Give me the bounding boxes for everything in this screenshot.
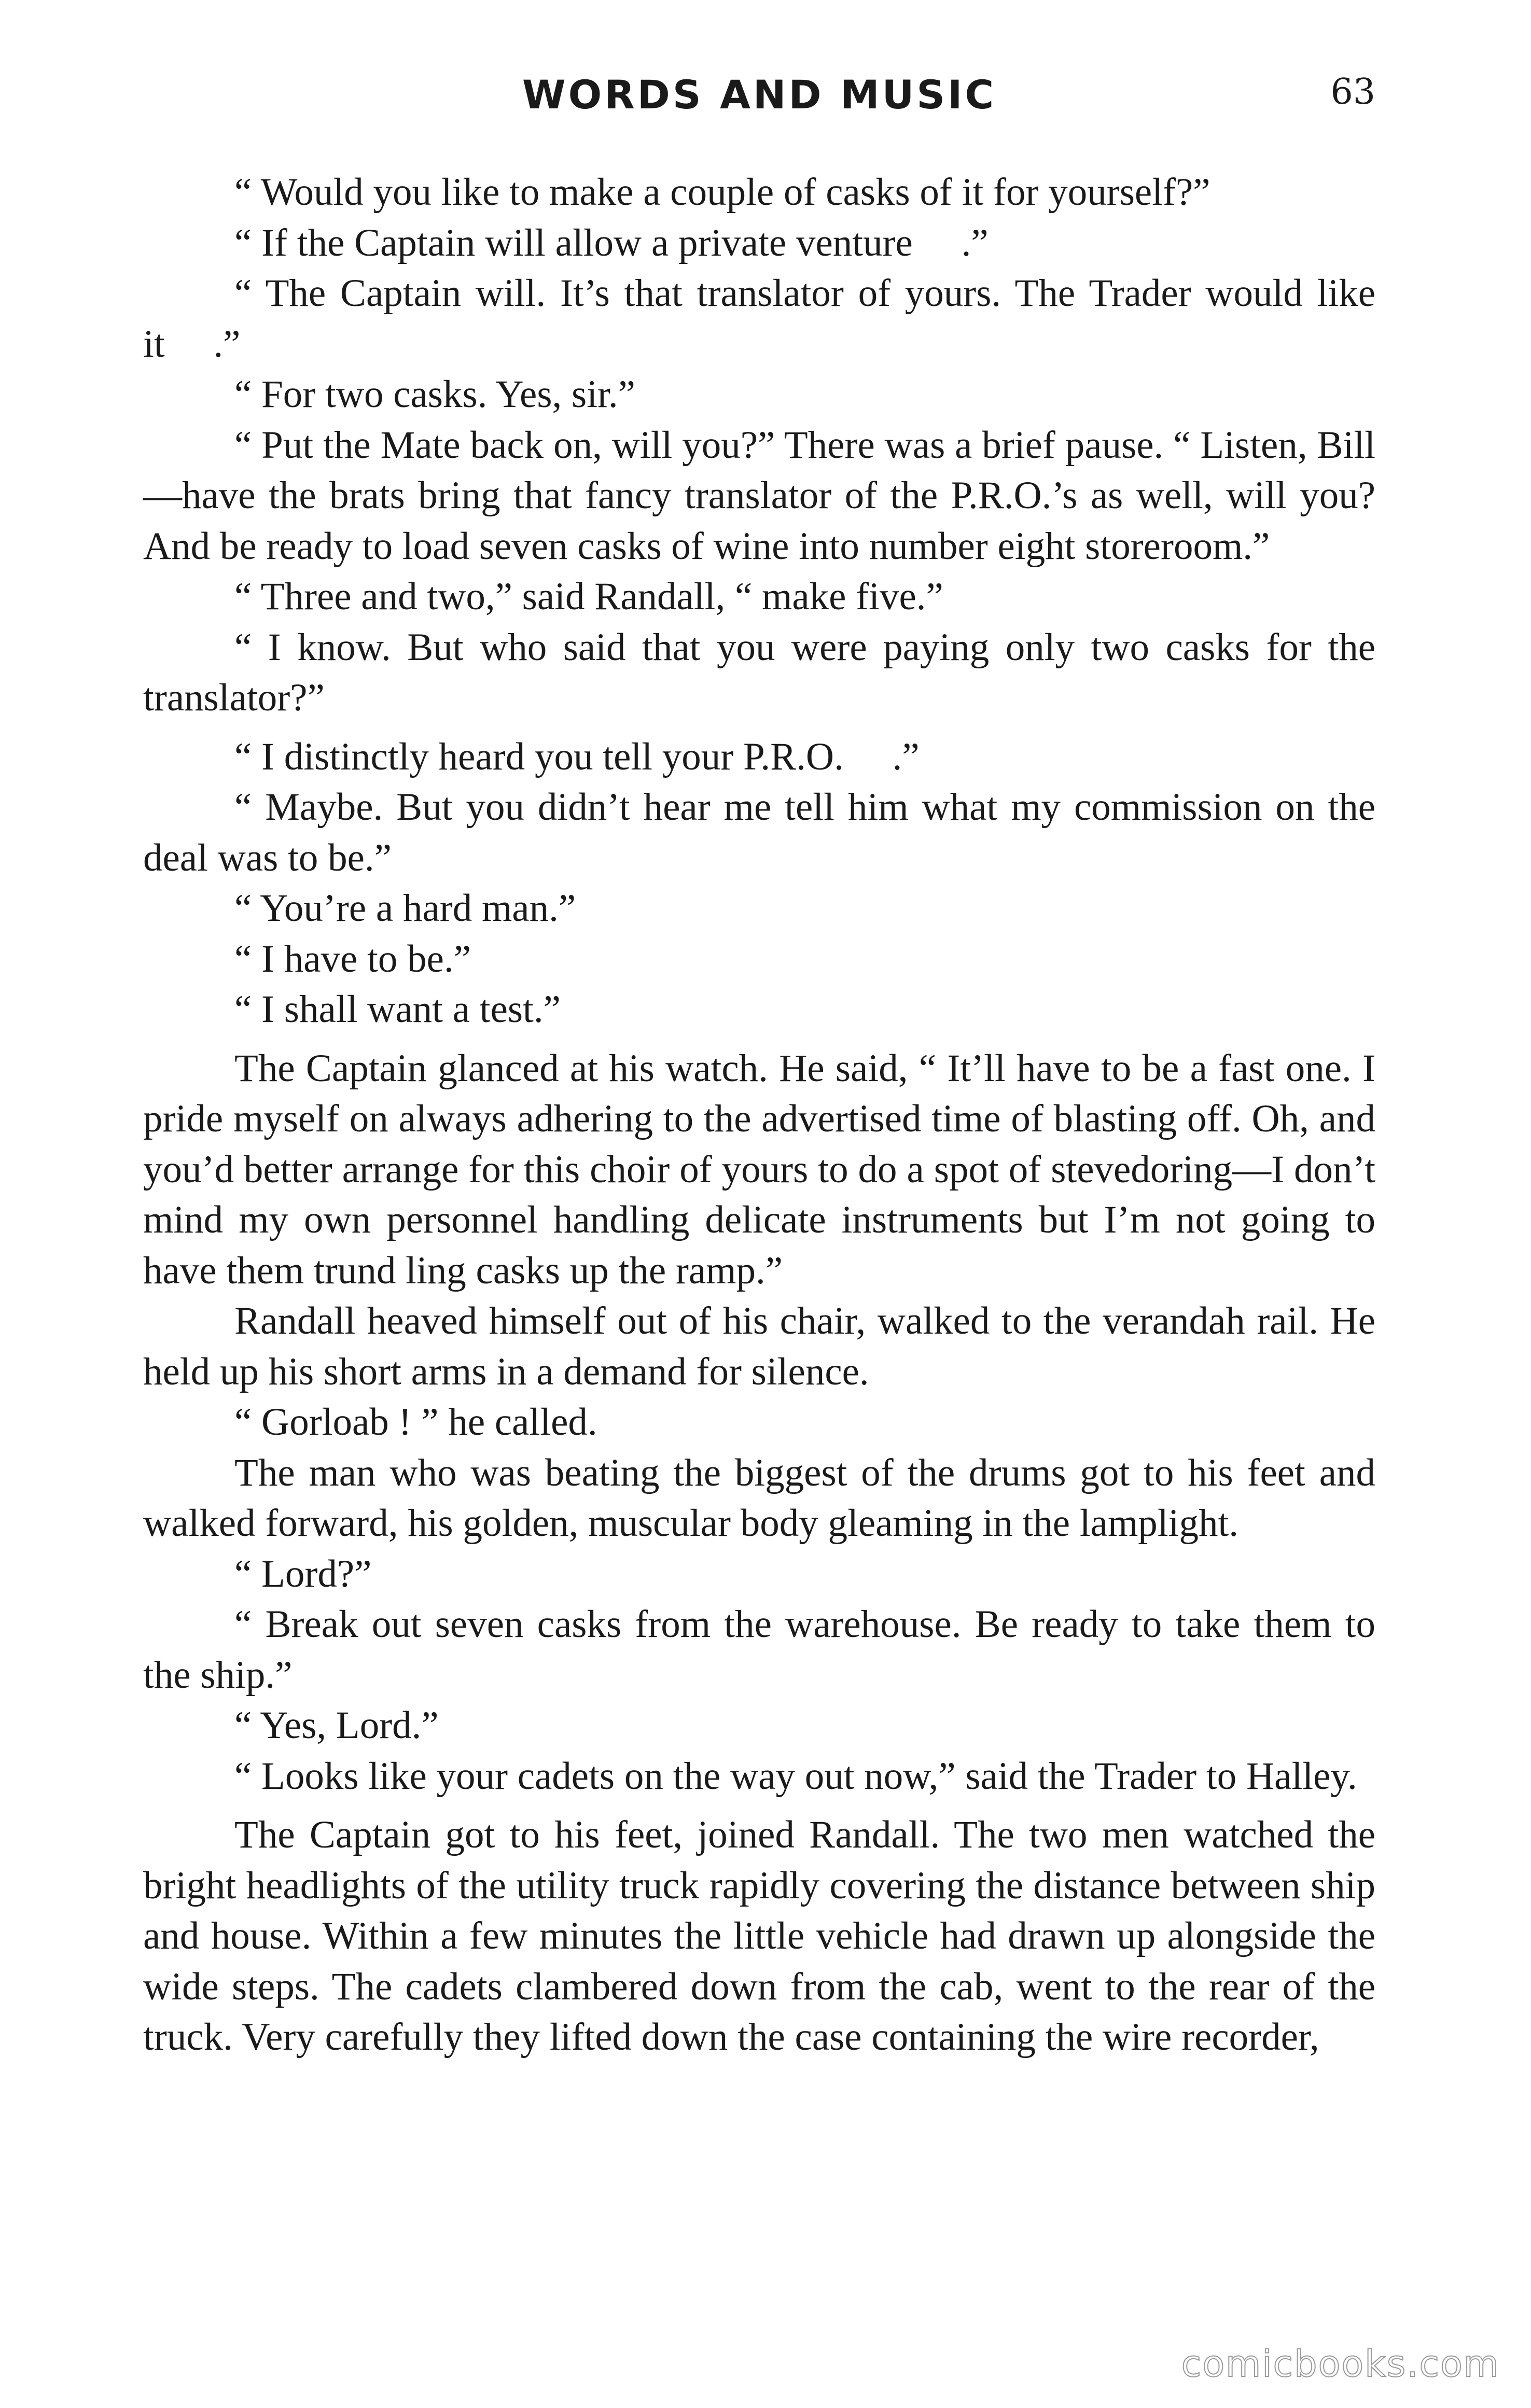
paragraph: “ You’re a hard man.”	[234, 887, 576, 930]
paragraph: “ I distinctly heard you tell your P.R.O. .”	[234, 735, 920, 778]
running-title: WORDS AND MUSIC	[522, 72, 997, 118]
paragraph: “ Looks like your cadets on the way out now,” said the Trader to Halley.	[234, 1754, 1357, 1798]
paragraph: “ Break out seven casks from the warehouse. Be ready to take them to the ship.”	[143, 1603, 1375, 1697]
paragraph: Randall heaved himself out of his chair, walked to the verandah rail. He held up his short arms in a demand for silence.	[143, 1299, 1375, 1393]
paragraph: The man who was beating the biggest of the drums got to his feet and walked forward, his golden, muscular body gleaming in the lamplight.	[143, 1451, 1375, 1545]
paragraph: “ I shall want a test.”	[234, 988, 561, 1031]
paragraph: “ Lord?”	[234, 1552, 372, 1595]
page-number: 63	[1330, 72, 1375, 113]
paragraph: “ Put the Mate back on, will you?” There was a brief pause. “ Listen, Bill—have the brats bring that fancy translator of the P.R.O.’s as well, will you? And be ready to load seven casks of wine into number eight storeroom.”	[143, 423, 1375, 568]
paragraph: “ Yes, Lord.”	[234, 1704, 439, 1747]
paragraph: “ Gorloab ! ” he called.	[234, 1401, 597, 1444]
paragraph: “ If the Captain will allow a private venture .”	[234, 221, 989, 264]
paragraph: “ Would you like to make a couple of casks of it for yourself?”	[234, 171, 1210, 214]
paragraph: “ For two casks. Yes, sir.”	[234, 373, 635, 416]
paragraph: The Captain glanced at his watch. He said, “ It’ll have to be a fast one. I pride myself on always adhering to the advertised time of blasting off. Oh, and you’d better arrange for this choir of yours to do a spot of stevedoring—I don’t mind my own personnel handling delicate instruments but I’m not going to have them trund ling casks up the ramp.”	[143, 1046, 1375, 1292]
paragraph: The Captain got to his feet, joined Randall. The two men watched the bright headlights of the utility truck rapidly covering the distance between ship and house. Within a few minutes the little vehicle had drawn up alongside the wide steps. The cadets clambered down from the cab, went to the rear of the truck. Very carefully they lifted down the case containing the wire recorder,	[143, 1813, 1375, 2059]
paragraph: “ I know. But who said that you were paying only two casks for the translator?”	[143, 625, 1375, 719]
paragraph: “ Maybe. But you didn’t hear me tell him what my commission on the deal was to be.”	[143, 786, 1375, 879]
watermark: comicbooks.com	[1181, 2343, 1500, 2385]
paragraph: “ I have to be.”	[234, 937, 471, 981]
body-text	[143, 167, 1375, 2063]
paragraph: “ The Captain will. It’s that translator of yours. The Trader would like it .”	[143, 272, 1375, 366]
page-header	[143, 72, 1375, 129]
paragraph: “ Three and two,” said Randall, “ make five.”	[234, 575, 943, 618]
